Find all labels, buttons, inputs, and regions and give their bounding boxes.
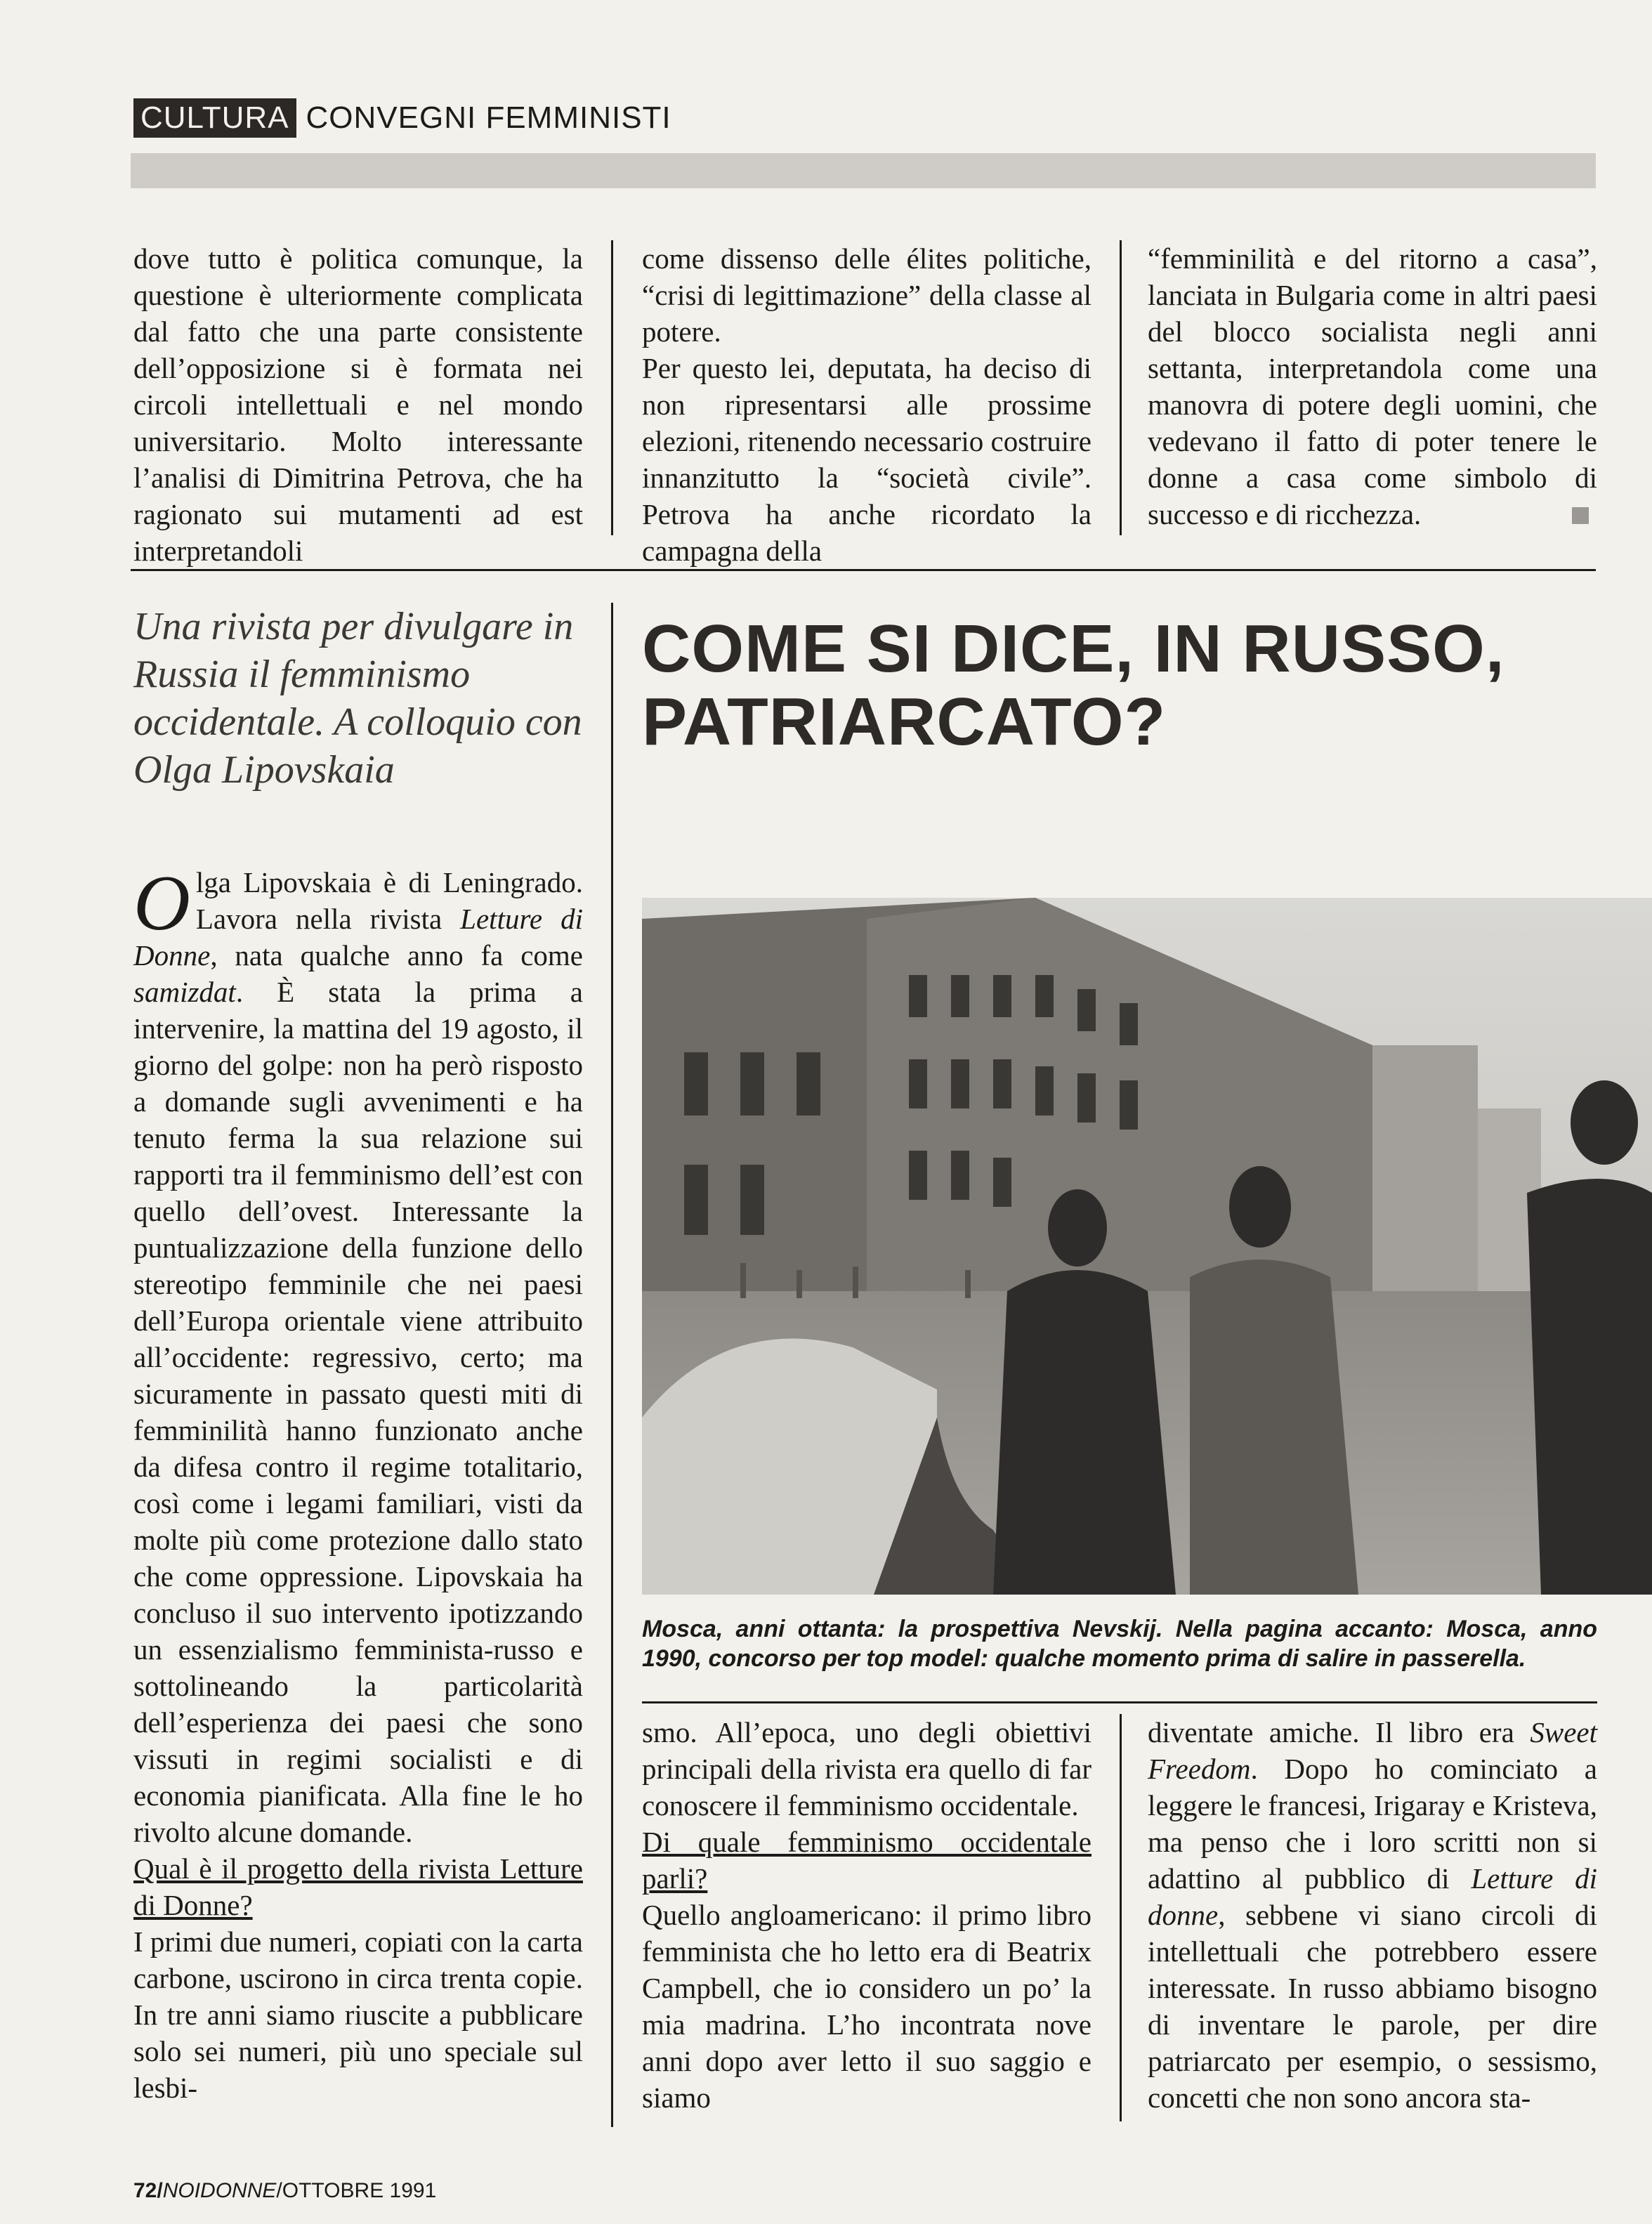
end-mark-icon: [1572, 507, 1589, 524]
magazine-name: Letture di Donne: [133, 903, 583, 972]
section-title: CONVEGNI FEMMINISTI: [306, 100, 671, 135]
paragraph: dove tutto è politica comunque, la questione è ulteriormente complicata dal fatto che una parte consistente dell’opposizione si è formata nei circoli intellettuali e nel mondo universitario. Molto interessante l’analisi di Dimitrina Petrova, che ha ragionato sui mutamenti ad est interpretandoli: [133, 242, 583, 567]
top-column-3: [1148, 240, 1597, 532]
paragraph: smo. All’epoca, uno degli obiettivi principali della rivista era quello di far conoscere il femminismo occidentale.: [642, 1716, 1092, 1821]
street-photo: [642, 898, 1652, 1595]
interview-question: Di quale femminismo occidentale parli?: [642, 1826, 1092, 1895]
drop-cap: O: [133, 860, 190, 947]
section-header: [133, 97, 671, 139]
top-column-2: [642, 240, 1092, 569]
article-intro: Olga Lipovskaia è di Leningrado. Lavora nella rivista Letture di Donne, nata qualche anno fa come samizdat. È stata la prima a intervenire, la mattina del 19 agosto, il giorno del golpe: non ha però risposto a domande sugli avvenimenti e ha tenuto ferma la sua relazione sui rapporti tra il femminismo dell’est con quello dell’ovest. Interessante la puntualizzazione della funzione dello stereotipo femminile che nei paesi dell’Europa orientale viene attribuito all’occidente: regressivo, certo; ma sicuramente in passato questi miti di femminilità hanno funzionato anche da difesa contro il regime totalitario, così come i legami familiari, visti da molte più come protezione dallo stato che come oppressione. Lipovskaia ha concluso il suo intervento ipotizzando un essenzialismo femminista-russo e sottolineando la particolarità dell’esperienza dei paesi che sono vissuti in regimi socialisti e di economia pianificata. Alla fine le ho rivolto alcune domande.: [133, 860, 583, 1848]
photo-caption: Mosca, anni ottanta: la prospettiva Nevskij. Nella pagina accanto: Mosca, anno 1990, concorso per top model: qualche momento prima di salire in passerella.: [642, 1616, 1597, 1672]
paragraph: diventate amiche. Il libro era Sweet Freedom. Dopo ho cominciato a leggere le francesi, Irigaray e Kristeva, ma penso che i loro scritti non si adattino al pubblico di Letture di donne, sebbene vi siano circoli di intellettuali che potrebbero essere interessate. In russo abbiamo bisogno di inventare le parole, per dire patriarcato per esempio, o sessismo, concetti che non sono ancora sta-: [1148, 1716, 1597, 2114]
paragraph: come dissenso delle élites politiche, “crisi di legittimazione” della classe al potere.: [642, 242, 1092, 348]
page-footer: [133, 2179, 436, 2203]
article-column-1: [133, 860, 583, 2106]
paragraph: “femminilità e del ritorno a casa”, lanciata in Bulgaria come in altri paesi del blocco socialista negli anni settanta, interpretandola come una manovra di potere degli uomini, che vedevano il fatto di poter tenere le donne a casa come simbolo di successo e di ricchezza.: [1148, 242, 1597, 530]
column-divider: [611, 603, 613, 2127]
article-column-3: [1148, 1714, 1597, 2116]
column-divider: [611, 240, 613, 535]
article-headline: COME SI DICE, IN RUSSO, PATRIARCATO?: [642, 611, 1505, 759]
interview-answer: I primi due numeri, copiati con la carta carbone, uscirono in circa trenta copie. In tre anni siamo riuscite a pubblicare solo sei numeri, più uno speciale sul lesbi-: [133, 1925, 583, 2104]
interview-question: Qual è il progetto della rivista Letture di Donne?: [133, 1852, 583, 1921]
paragraph: Per questo lei, deputata, ha deciso di non ripresentarsi alle prossime elezioni, ritenendo necessario costruire innanzitutto la “società civile”. Petrova ha anche ricordato la campagna della: [642, 352, 1092, 567]
column-divider: [1120, 240, 1122, 535]
header-bar: [131, 153, 1596, 188]
page-number: 72/: [133, 2179, 163, 2202]
magazine-title: NOIDONNE: [162, 2179, 277, 2202]
book-title: Sweet Freedom: [1148, 1716, 1597, 1785]
column-divider: [1120, 1714, 1122, 2121]
top-column-1: [133, 240, 583, 569]
section-tag: CULTURA: [133, 98, 296, 138]
article-deck: Una rivista per divulgare in Russia il femminismo occidentale. A colloquio con Olga Lipovskaia: [133, 605, 582, 792]
interview-answer: Quello angloamericano: il primo libro femminista che ho letto era di Beatrix Campbell, che io considero un po’ la mia madrina. L’ho incontrata nove anni dopo aver letto il suo saggio e siamo: [642, 1899, 1092, 2114]
issue-date: /OTTOBRE 1991: [276, 2179, 437, 2202]
caption-rule: [642, 1701, 1597, 1703]
samizdat-term: samizdat: [133, 976, 236, 1008]
section-rule: [131, 569, 1596, 571]
magazine-name: Letture di donne: [1148, 1862, 1597, 1931]
article-column-2: [642, 1714, 1092, 2116]
